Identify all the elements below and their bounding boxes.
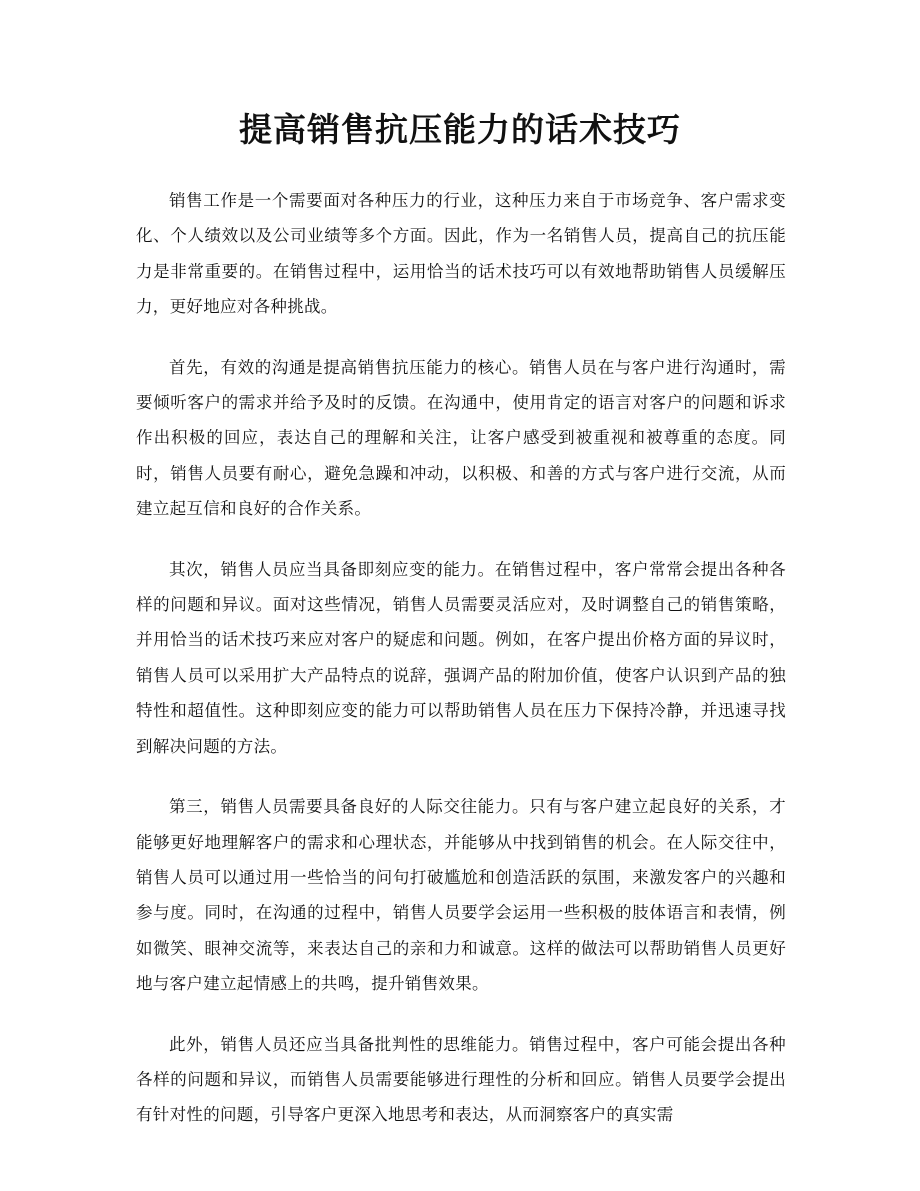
paragraph-2: 首先，有效的沟通是提高销售抗压能力的核心。销售人员在与客户进行沟通时，需要倾听客户的需求并给予及时的反馈。在沟通中，使用肯定的语言对客户的问题和诉求作出积极的回应，表达自己的理解和关注，让客户感受到被重视和被尊重的态度。同时，销售人员要有耐心，避免急躁和冲动，以积极、和善的方式与客户进行交流，从而建立起互信和良好的合作关系。 <box>136 357 786 519</box>
paragraph-4: 第三，销售人员需要具备良好的人际交往能力。只有与客户建立起良好的关系，才能够更好地理解客户的需求和心理状态，并能够从中找到销售的机会。在人际交往中，销售人员可以通过用一些恰当的问句打破尴尬和创造活跃的氛围，来激发客户的兴趣和参与度。同时，在沟通的过程中，销售人员要学会运用一些积极的肢体语言和表情，例如微笑、眼神交流等，来表达自己的亲和力和诚意。这样的做法可以帮助销售人员更好地与客户建立起情感上的共鸣，提升销售效果。 <box>136 797 786 994</box>
document-body <box>136 183 786 1158</box>
document-title: 提高销售抗压能力的话术技巧 <box>239 110 681 149</box>
paragraph-3: 其次，销售人员应当具备即刻应变的能力。在销售过程中，客户常常会提出各种各样的问题和异议。面对这些情况，销售人员需要灵活应对，及时调整自己的销售策略，并用恰当的话术技巧来应对客户的疑虑和问题。例如，在客户提出价格方面的异议时，销售人员可以采用扩大产品特点的说辞，强调产品的附加价值，使客户认识到产品的独特性和超值性。这种即刻应变的能力可以帮助销售人员在压力下保持冷静，并迅速寻找到解决问题的方法。 <box>136 559 786 756</box>
paragraph-1: 销售工作是一个需要面对各种压力的行业，这种压力来自于市场竞争、客户需求变化、个人绩效以及公司业绩等多个方面。因此，作为一名销售人员，提高自己的抗压能力是非常重要的。在销售过程中，运用恰当的话术技巧可以有效地帮助销售人员缓解压力，更好地应对各种挑战。 <box>136 191 786 317</box>
paragraph-5: 此外，销售人员还应当具备批判性的思维能力。销售过程中，客户可能会提出各种各样的问题和异议，而销售人员需要能够进行理性的分析和回应。销售人员要学会提出有针对性的问题，引导客户更深入地思考和表达，从而洞察客户的真实需 <box>136 1034 786 1125</box>
